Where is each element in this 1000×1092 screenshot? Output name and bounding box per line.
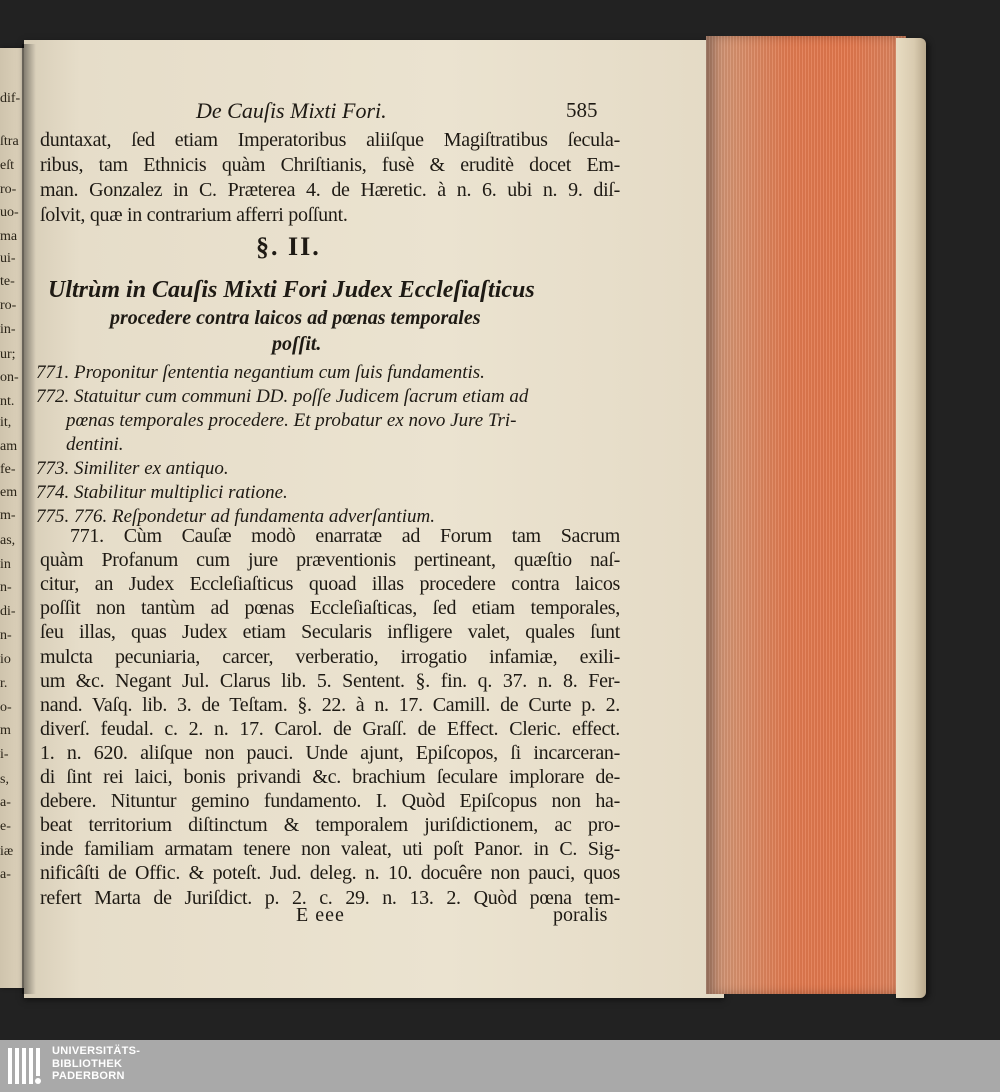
signature-mark: E eee: [296, 904, 345, 926]
running-head: De Cauſis Mixti Fori.: [196, 98, 387, 123]
body-text-line: citur, an Judex Eccleſiaſticus quoad illas procedere contra laicos: [40, 573, 620, 595]
previous-page-edge: [0, 48, 24, 988]
previous-page-fragment: ui-: [0, 251, 16, 266]
previous-page-fragment: m: [0, 723, 11, 738]
body-text-line: mulcta pecuniaria, carcer, verberatio, irrogatio infamiæ, exili-: [40, 646, 620, 668]
previous-page-fragment: em: [0, 485, 18, 500]
logo-line: UNIVERSITÄTS-: [52, 1045, 141, 1057]
previous-page-fragment: as,: [0, 533, 16, 548]
previous-page-fragment: te-: [0, 274, 15, 289]
text-line: man. Gonzalez in C. Præterea 4. de Hæretic. à n. 6. ubi n. 9. diſ-: [40, 179, 620, 201]
previous-page-fragment: iæ: [0, 844, 14, 859]
previous-page-fragment: a-: [0, 867, 11, 882]
previous-page-fragment: on-: [0, 370, 19, 385]
body-text-line: diverſ. feudal. c. 2. n. 17. Carol. de Graſſ. de Effect. Cleric. effect.: [40, 718, 620, 740]
previous-page-fragment: fe-: [0, 462, 16, 477]
previous-page-fragment: ſtra: [0, 134, 19, 149]
logo-line: PADERBORN: [52, 1070, 125, 1082]
previous-page-fragment: in: [0, 557, 11, 572]
body-text-line: nificâſti de Offic. & poteſt. Jud. deleg. n. 10. docuêre non pauci, quos: [40, 862, 620, 884]
text-line: duntaxat, ſed etiam Imperatoribus aliiſque Magiſtratibus ſecula-: [40, 129, 620, 151]
body-text-line: inde familiam armatam tenere non valeat, uti poſt Panor. in C. Sig-: [40, 838, 620, 860]
text-line: ribus, tam Ethnicis quàm Chriſtianis, fusè & eruditè docet Em-: [40, 154, 620, 176]
previous-page-fragment: eſt: [0, 158, 14, 173]
catchword: poralis: [553, 904, 608, 926]
previous-page-fragment: di-: [0, 604, 16, 619]
previous-page-fragment: ro-: [0, 182, 17, 197]
summary-item: 774. Stabilitur multiplici ratione.: [36, 482, 288, 503]
previous-page-fragment: dif-: [0, 91, 21, 106]
gutter-shadow: [22, 44, 36, 994]
body-text-line: beat territorium diſtinctum & temporalem juriſdictionem, ac pro-: [40, 814, 620, 836]
body-text-line: nand. Vaſq. lib. 3. de Teſtam. §. 22. à n. 17. Camill. de Curte p. 2.: [40, 694, 620, 716]
previous-page-fragment: m-: [0, 508, 16, 523]
logo-line: BIBLIOTHEK: [52, 1057, 123, 1070]
previous-page-fragment: nt.: [0, 394, 15, 409]
summary-item: 775. 776. Reſpondetur ad fundamenta adverſantium.: [36, 506, 435, 527]
previous-page-fragment: ma: [0, 229, 18, 244]
summary-item: dentini.: [66, 434, 124, 455]
section-heading-line: poſſit.: [272, 333, 322, 355]
previous-page-fragment: n-: [0, 628, 12, 643]
summary-item: 773. Similiter ex antiquo.: [36, 458, 229, 479]
library-footer: [0, 1040, 1000, 1092]
body-text-line: 771. Cùm Cauſæ modò enarratæ ad Forum tam Sacrum: [70, 525, 620, 547]
previous-page-fragment: uo-: [0, 205, 19, 220]
section-mark: §. II.: [256, 232, 321, 261]
summary-item: pœnas temporales procedere. Et probatur ex novo Jure Tri-: [66, 410, 517, 431]
previous-page-fragment: n-: [0, 580, 12, 595]
section-heading-line: procedere contra laicos ad pœnas temporales: [110, 307, 481, 329]
previous-page-fragment: s,: [0, 772, 9, 787]
previous-page-fragment: a-: [0, 795, 11, 810]
body-text-line: poſſit non tantùm ad pœnas Eccleſiaſticas, ſed etiam temporales,: [40, 597, 620, 619]
previous-page-fragment: ro-: [0, 298, 17, 313]
previous-page-fragment: i-: [0, 747, 9, 762]
library-logo-text: [52, 1045, 140, 1083]
body-text-line: debere. Nituntur gemino fundamento. I. Quòd Epiſcopus non ha-: [40, 790, 620, 812]
body-text-line: quàm Profanum cum jure præventionis pertineant, quæſtio naſ-: [40, 549, 620, 571]
previous-page-fragment: in-: [0, 322, 16, 337]
previous-page-fragment: it,: [0, 415, 12, 430]
book-fore-edge: [706, 36, 906, 994]
section-heading-line: Ultrùm in Cauſis Mixti Fori Judex Eccleſiaſticus: [48, 277, 535, 303]
previous-page-fragment: r.: [0, 676, 8, 691]
text-line: ſolvit, quæ in contrarium afferri poſſunt.: [40, 204, 348, 226]
body-text-line: 1. n. 620. aliſque non pauci. Unde ajunt, Epiſcopos, ſi incarceran-: [40, 742, 620, 764]
body-text-line: di ſint rei laici, bonis privandi &c. brachium ſeculare implorare de-: [40, 766, 620, 788]
previous-page-fragment: io: [0, 652, 11, 667]
library-logo-icon: [8, 1046, 48, 1086]
book-cover-edge: [896, 38, 926, 998]
summary-item: 772. Statuitur cum communi DD. poſſe Judicem ſacrum etiam ad: [36, 386, 529, 407]
previous-page-fragment: ur;: [0, 347, 16, 362]
body-text-line: refert Marta de Juriſdict. p. 2. c. 29. n. 13. 2. Quòd pœna tem-: [40, 887, 620, 909]
body-text-line: um &c. Negant Jul. Clarus lib. 5. Sentent. §. fin. q. 37. n. 8. Fer-: [40, 670, 620, 692]
summary-item: 771. Proponitur ſententia negantium cum ſuis fundamentis.: [36, 362, 485, 383]
page-number: 585: [566, 98, 598, 122]
previous-page-fragment: am: [0, 439, 18, 454]
body-text-line: ſeu illas, quas Judex etiam Secularis infligere valet, quales ſunt: [40, 621, 620, 643]
previous-page-fragment: e-: [0, 819, 11, 834]
previous-page-fragment: o-: [0, 700, 12, 715]
